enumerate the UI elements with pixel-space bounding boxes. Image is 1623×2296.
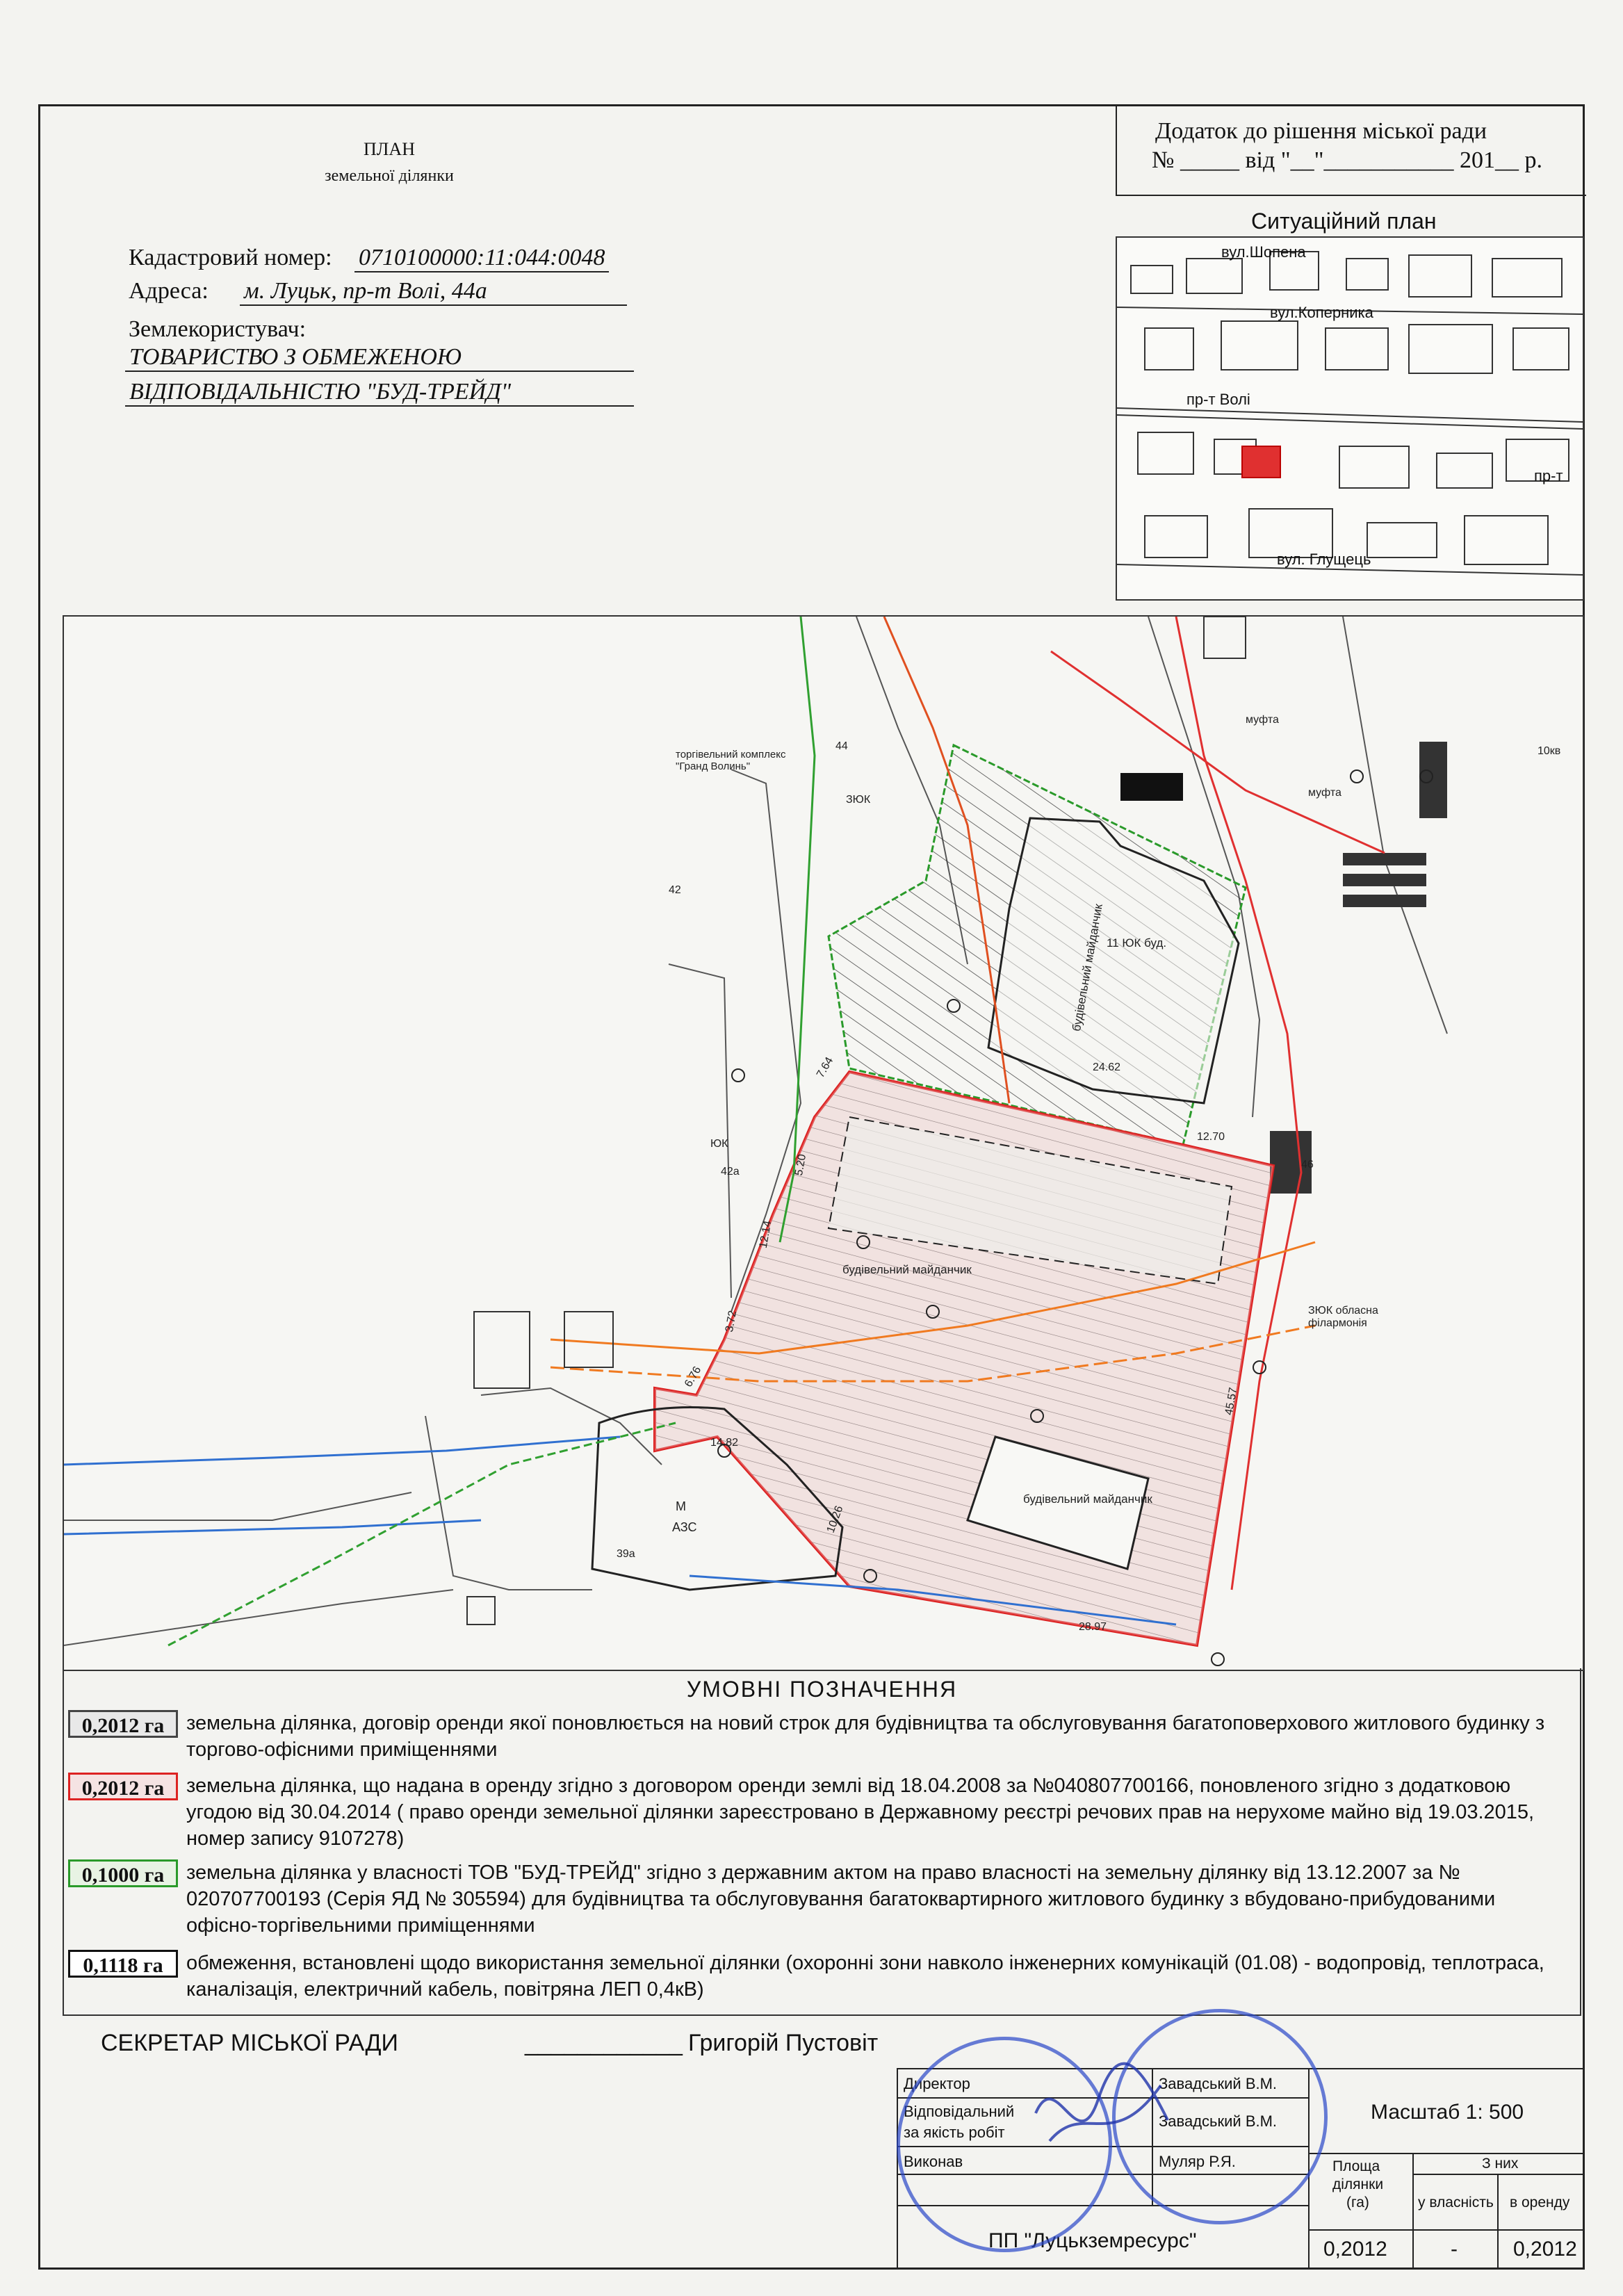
small-building	[564, 1312, 613, 1367]
situ-block	[1465, 516, 1548, 564]
situ-block	[1145, 516, 1207, 557]
leased-value: 0,2012	[1513, 2238, 1577, 2261]
main-plan-map	[63, 615, 1584, 1671]
user-label: Землекористувач:	[129, 316, 307, 342]
situ-street-label: вул. Глущець	[1277, 551, 1371, 568]
num-label: 46	[1301, 1159, 1314, 1171]
legend-title: УМОВНІ ПОЗНАЧЕННЯ	[686, 1677, 958, 1702]
area-label-1: Площа	[1332, 2158, 1380, 2174]
small-building	[467, 1597, 495, 1625]
construction-site-label: будівельний майданчик	[1023, 1492, 1152, 1506]
yuk-label: ЮК	[710, 1138, 728, 1150]
legend-swatch: 0,2012 га	[68, 1773, 178, 1800]
building-11-label: 11 ЮК буд.	[1107, 936, 1167, 950]
legend-text: земельна ділянка, договір оренди якої поновлюється на новий строк для будівництва та обслуговування багатоповерхового житлового будинку з торгово-офісними приміщеннями	[186, 1712, 1545, 1761]
legend	[63, 1668, 1581, 2016]
plan-subtitle: земельної ділянки	[325, 167, 454, 185]
pole-symbol	[1212, 1653, 1224, 1666]
dimension-label: 10.26	[824, 1504, 846, 1535]
small-building	[474, 1312, 530, 1388]
director-label: Директор	[904, 2075, 970, 2092]
num-label: 42	[669, 884, 681, 896]
muft-label: муфта	[1246, 714, 1279, 726]
construction-site-label: будівельний майданчик	[842, 1263, 972, 1276]
crosswalk	[1343, 895, 1426, 907]
situ-block	[1221, 321, 1298, 370]
dimension-label: 14.82	[710, 1437, 739, 1449]
num-label: 39а	[617, 1548, 635, 1560]
legend-swatch: 0,2012 га	[68, 1710, 178, 1738]
dimension-label: 5.20	[793, 1153, 809, 1177]
situ-street	[1117, 408, 1583, 422]
situ-street-label: пр-т Волі	[1186, 391, 1250, 408]
azs-label: АЗС	[672, 1520, 697, 1534]
quality-label-2: за якість робіт	[904, 2124, 1005, 2141]
director-name: Завадський В.М.	[1159, 2075, 1278, 2092]
zyuk-label: ЗЮК	[846, 794, 871, 806]
area-value: 0,2012	[1323, 2238, 1387, 2261]
philharmonic-label: ЗЮК обласна філармонія	[1308, 1305, 1378, 1329]
dimension-label: 24.62	[1093, 1061, 1121, 1073]
leased-label: в оренду	[1510, 2195, 1570, 2210]
road-edge	[669, 964, 731, 1298]
scale-label: Масштаб 1: 500	[1371, 2101, 1524, 2124]
situation-plan-title: Ситуаційний план	[1251, 209, 1437, 234]
signature-scribble	[1029, 2058, 1182, 2169]
address-value: м. Луцьк, пр-т Волі, 44а	[240, 278, 627, 306]
situ-street-label: пр-т	[1534, 467, 1563, 485]
situ-block	[1346, 259, 1388, 290]
situ-block	[1409, 325, 1492, 373]
situ-block	[1131, 266, 1173, 293]
dimension-label: 28.97	[1079, 1621, 1107, 1633]
pole-symbol	[1351, 770, 1363, 783]
owned-label: у власність	[1418, 2195, 1494, 2210]
legend-text: земельна ділянка, що надана в оренду згідно з договором оренди землі від 18.04.2008 за №040807700166, поновленого згідно з додатковою угодою від 30.04.2014 ( право оренди земельної ділянки зареєстровано в Державному реєстрі речових прав на нерухоме майно від 19.03.2015, номер запису 9107278)	[186, 1775, 1535, 1850]
situ-block	[1186, 259, 1242, 293]
crosswalk	[1419, 742, 1447, 818]
executor-label: Виконав	[904, 2153, 963, 2170]
crosswalk	[1343, 874, 1426, 886]
pole-symbol	[732, 1069, 744, 1082]
dimension-label: 12.70	[1197, 1131, 1225, 1143]
legend-text: обмеження, встановлені щодо використання земельної ділянки (охоронні зони навколо інженерних комунікацій (01.08) - водопровід, теплотраса, каналізація, електричний кабель, повітряна ЛЕП 0,4кВ)	[186, 1952, 1544, 2001]
owned-value: -	[1451, 2238, 1458, 2261]
user-line1: ТОВАРИСТВО З ОБМЕЖЕНОЮ	[125, 344, 634, 372]
situ-street-label: вул.Коперника	[1270, 304, 1373, 321]
dimension-label: 12.14	[757, 1219, 774, 1250]
situ-block	[1326, 328, 1388, 370]
situ-block	[1145, 328, 1193, 370]
building-11	[988, 818, 1239, 1103]
cadastral-label: Кадастровий номер:	[129, 245, 332, 270]
area-label-2: ділянки	[1332, 2176, 1384, 2192]
appendix-line1: Додаток до рішення міської ради	[1155, 118, 1487, 144]
legend-text: земельна ділянка у власності ТОВ "БУД-ТРЕЙД" згідно з державним актом на право власності на земельну ділянку від 13.12.2007 за № 020707700193 (Серія ЯД № 305594) для будівництва та обслуговування багатоквартирного житлового будинку з вбудовано-прибудованими офісно-торгівельними приміщеннями	[186, 1862, 1496, 1937]
water-line	[64, 1437, 620, 1465]
mall-label: торгівельний комплекс "Гранд Волинь"	[676, 749, 786, 772]
situ-block	[1367, 523, 1437, 557]
situ-street	[1117, 415, 1583, 429]
signature-blank: ____________	[525, 2030, 683, 2056]
cadastral-value: 0710100000:11:044:0048	[354, 245, 609, 272]
pole-symbol	[1253, 1361, 1266, 1374]
gas-label: М	[676, 1499, 686, 1513]
road-edge	[1343, 617, 1447, 1034]
plan-title: ПЛАН	[364, 139, 415, 159]
situ-parcel-highlight	[1242, 446, 1280, 478]
water-line	[64, 1520, 481, 1534]
situation-map-svg	[1117, 238, 1583, 599]
situ-block	[1437, 453, 1492, 488]
appendix-box	[1116, 104, 1586, 196]
dimension-label: 3.72	[724, 1310, 740, 1333]
of-them-label: З них	[1482, 2156, 1519, 2172]
small-building	[1204, 617, 1246, 658]
appendix-line2: № _____ від "__"___________ 201__ р.	[1152, 147, 1542, 173]
quality-label-1: Відповідальний	[904, 2103, 1015, 2120]
quality-name: Завадський В.М.	[1159, 2112, 1278, 2130]
dark-block	[1120, 773, 1183, 801]
cable-line	[168, 1423, 676, 1645]
road-edge	[64, 1492, 411, 1520]
signature-position: СЕКРЕТАР МІСЬКОЇ РАДИ	[101, 2030, 398, 2056]
situ-block	[1513, 328, 1569, 370]
situ-street-label: вул.Шопена	[1221, 243, 1306, 261]
dimension-label: 6.76	[682, 1365, 704, 1390]
road-edge	[481, 1388, 662, 1465]
address-label: Адреса:	[129, 278, 209, 304]
situ-block	[1492, 259, 1562, 297]
num-label: 42а	[721, 1166, 740, 1178]
signature-name: Григорій Пустовіт	[688, 2030, 879, 2056]
kv-label: 10кв	[1538, 745, 1561, 757]
user-line2: ВІДПОВІДАЛЬНІСТЮ "БУД-ТРЕЙД"	[125, 379, 634, 407]
muft-label: муфта	[1308, 787, 1341, 799]
construction-site-label: будівельний майданчик	[1069, 902, 1105, 1033]
organization-name: ПП "Луцькземресурс"	[988, 2229, 1197, 2252]
legend-swatch: 0,1000 га	[68, 1859, 178, 1887]
situ-block	[1409, 255, 1471, 297]
legend-swatch: 0,1118 га	[68, 1950, 178, 1978]
situ-block	[1339, 446, 1409, 488]
executor-name: Муляр Р.Я.	[1159, 2153, 1236, 2170]
area-label-3: (га)	[1346, 2195, 1369, 2210]
situation-plan-map	[1116, 236, 1584, 601]
crosswalk	[1343, 853, 1426, 865]
situ-block	[1138, 432, 1193, 474]
main-plan-svg	[64, 617, 1583, 1670]
dimension-label: 7.64	[814, 1055, 836, 1080]
num-label: 44	[835, 740, 848, 752]
dimension-label: 45.57	[1223, 1386, 1240, 1417]
